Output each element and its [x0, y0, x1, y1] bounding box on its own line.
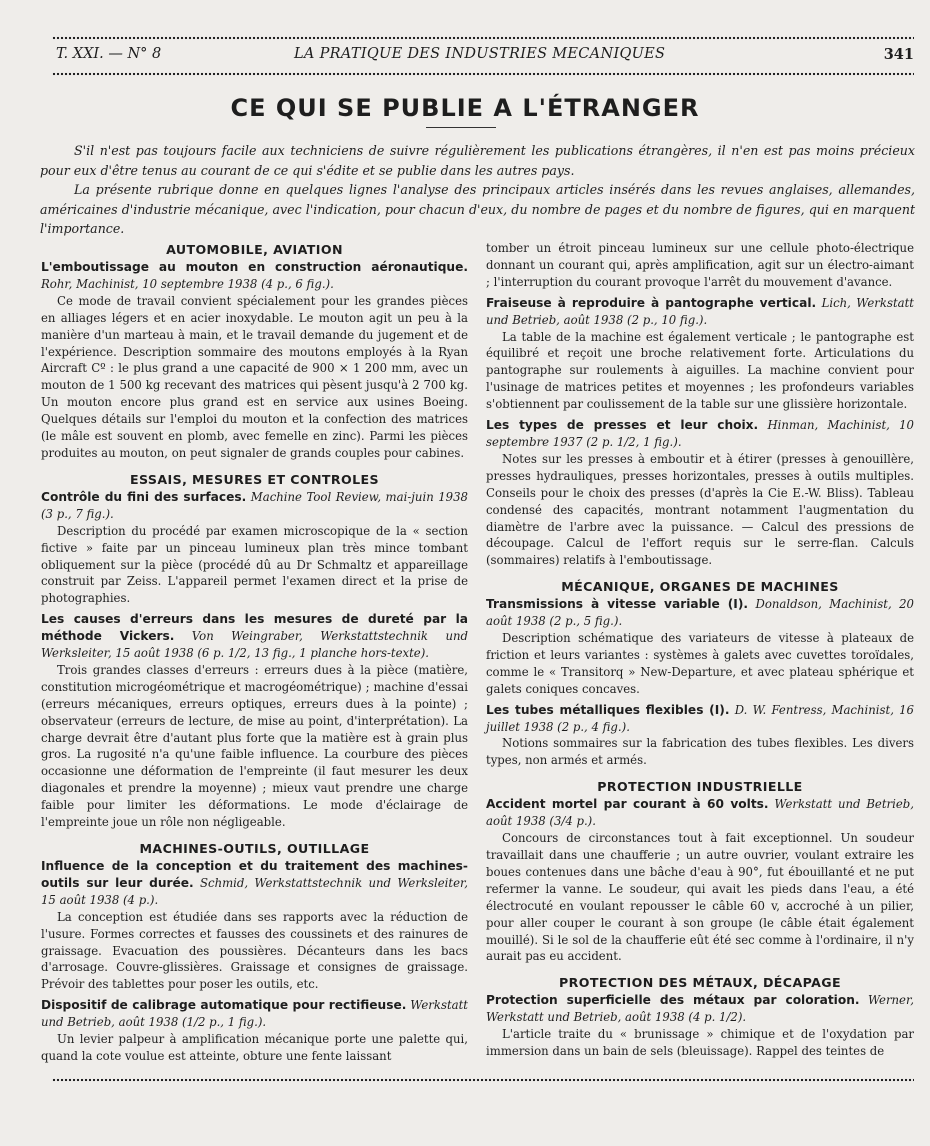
- article-title: Influence de la conception et du traitement des machines-outils sur leur durée.: [41, 859, 468, 890]
- section-heading: MÉCANIQUE, ORGANES DE MACHINES: [561, 579, 839, 595]
- article-body: La conception est étudiée dans ses rapports avec la réduction de l'usure. Formes correctes et fausses des coussinets et des rainures de graissage. Evacuation des poussières. Décanteurs dans les bacs d'arrosage. Couvre-glissières. Graissage et consignes de graissage. Prévoir des tablettes pour poser les outils, etc.: [41, 909, 468, 992]
- article-source: Machine Tool Review, mai-juin 1938 (3 p., 7 fig.).: [41, 489, 468, 521]
- article-entry: [41, 997, 468, 1031]
- page-number: 341: [883, 46, 914, 63]
- article-entry: [486, 796, 914, 830]
- section-heading: PROTECTION INDUSTRIELLE: [597, 779, 803, 795]
- article-body-continued: tomber un étroit pinceau lumineux sur une cellule photo-électrique donnant un courant qui, après amplification, agit sur un électro-aimant ; l'interruption du courant provoque l'arrêt du mouvement d'avance.: [486, 241, 914, 289]
- article-entry: [41, 259, 468, 293]
- article-entry: [486, 992, 914, 1026]
- article-source: Donaldson, Machinist, 20 août 1938 (2 p., 5 fig.).: [486, 597, 914, 629]
- article-title: Dispositif de calibrage automatique pour rectifieuse.: [41, 998, 407, 1013]
- page-title: CE QUI SE PUBLIE A L'ÉTRANGER: [230, 94, 700, 122]
- article-entry: [41, 858, 468, 909]
- article-source: Schmid, Werkstattstechnik und Werksleiter, 15 août 1938 (4 p.).: [41, 875, 469, 907]
- article-source: Von Weingraber, Werkstattstechnik und Werksleiter, 15 août 1938 (6 p. 1/2, 13 fig., 1 planche hors-texte).: [41, 629, 468, 661]
- article-body: L'article traite du « brunissage » chimique et de l'oxydation par immersion dans un bain de sels (bleuissage). Rappel des teintes de: [486, 1027, 914, 1059]
- article-title: Les types de presses et leur choix.: [486, 418, 759, 433]
- intro-paragraph: La présente rubrique donne en quelques lignes l'analyse des principaux articles insérés dans les revues anglaises, allemandes, américaines d'industrie mécanique, avec l'indication, pour chacun d'eux, du nombre de pages et du nombre de figures, qui en marquent l'importance.: [40, 182, 915, 236]
- article-body: Un levier palpeur à amplification mécanique porte une palette qui, quand la cote voulue est atteinte, obture une fente laissant: [41, 1032, 468, 1063]
- intro-paragraph: S'il n'est pas toujours facile aux techniciens de suivre régulièrement les publications étrangères, il n'en est pas moins précieux pour eux d'être tenus au courant de ce qui s'édite et se publie dans les autres pays.: [40, 143, 915, 178]
- bottom-dotted-rule: [52, 1078, 914, 1082]
- section-heading: MACHINES-OUTILS, OUTILLAGE: [139, 841, 370, 856]
- article-source: Rohr, Machinist, 10 septembre 1938 (4 p., 6 fig.).: [41, 276, 334, 291]
- volume-number: T. XXI. — N° 8: [56, 46, 162, 62]
- article-entry: [486, 417, 914, 451]
- article-body: Description du procédé par examen microscopique de la « section fictive » faite par un pinceau lumineux plan très mince tombant obliquement sur la pièce (procédé dû au Dr Schmaltz et appareillage construit par Zeiss. L'appareil permet l'examen direct et la prise de photographies.: [41, 523, 468, 606]
- article-body: Ce mode de travail convient spécialement pour les grandes pièces en alliages légers et en acier inoxydable. Le mouton agit un peu à la manière d'un marteau à main, et le travail demande du jugement et de l'expérience. Description sommaire des moutons employés à la Ryan Aircraft Cº : le plus grand a une capacité de 900 × 1 200 mm, avec un mouton de 1 500 kg recevant des matrices qui pèsent jusqu'à 2 700 kg. Un mouton encore plus grand est en service aux usines Boeing. Quelques détails sur l'emploi du mouton et la confection des matrices (le mâle est souvent en plomb, avec femelle en zinc). Parmi les pièces produites au mouton, on peut signaler de grands couples pour cabines.: [41, 293, 468, 460]
- article-source: D. W. Fentress, Machinist, 16 juillet 1938 (2 p., 4 fig.).: [486, 702, 914, 734]
- article-body: Description schématique des variateurs de vitesse à plateaux de friction et leurs variantes : systèmes à galets avec cuvettes toroïdales, comme le « Transitorq » New-Departure, et avec plateau sphérique et galets coniques concaves.: [486, 631, 914, 696]
- article-title: Les causes d'erreurs dans les mesures de dureté par la méthode Vickers.: [41, 612, 468, 644]
- section-heading: ESSAIS, MESURES ET CONTROLES: [130, 471, 379, 487]
- article-entry: [41, 611, 468, 662]
- article-body: Notes sur les presses à emboutir et à étirer (presses à genouillère, presses hydrauliques, presses horizontales, presses à outils multiples. Conseils pour le choix des presses (d'après la Cie E.-W. Bliss). Tableau condensé des capacités, montrant notamment l'augmentation du diamètre de l'arbre avec la puissance. — Calcul des pressions de découpage. Calcul de l'effort requis sur le serre-flan. Calculs (sommaires) relatifs à l'emboutissage.: [486, 451, 914, 568]
- article-body: La table de la machine est également verticale ; le pantographe est équilibré et reçoit une broche relativement forte. Articulations du pantographe sur roulements à aiguilles. La machine convient pour l'usinage de matrices petites et moyennes ; les profondeurs variables s'obtiennent par coulissement de la table sur une glissière horizontale.: [486, 329, 914, 412]
- article-body: Concours de circonstances tout à fait exceptionnel. Un soudeur travaillait dans une chaufferie ; un autre ouvrier, voulant extraire les boues contenues dans une bâche d'eau à 90°, fut ébouillanté et ne put refermer la vanne. Le soudeur, qui avait les pieds dans l'eau, a été électrocuté en voulant repousser le câble 60 v, accroché à un pilier, pour aller couper le courant à son groupe (le câble était également mouillé). Si le sol de la chaufferie eût été sec comme à l'ordinaire, il n'y aurait pas eu accident.: [486, 831, 914, 964]
- article-body: Trois grandes classes d'erreurs : erreurs dues à la pièce (matière, constitution microgéométrique et macrogéométrique) ; machine d'essai (erreurs mécaniques, erreurs optiques, erreurs dues à la pointe) ; observateur (erreurs de lecture, de mise au point, d'interprétation). La charge devrait être d'autant plus forte que la matière est à grain plus gros. La rugosité n'a qu'une faible influence. La courbure des pièces occasionne une déformation de l'empreinte (il faut mesurer les deux diagonales et prendre la moyenne) ; mieux vaut prendre une charge faible pour limiter les déformations. Le mode d'éclairage de l'empreinte joue un rôle non négligeable.: [41, 662, 468, 830]
- left-column: [41, 240, 468, 1065]
- top-dotted-rule: [52, 36, 914, 40]
- article-title: Fraiseuse à reproduire à pantographe vertical.: [486, 295, 817, 310]
- article-entry: [486, 596, 914, 630]
- section-heading: PROTECTION DES MÉTAUX, DÉCAPAGE: [559, 975, 841, 991]
- article-title: Les tubes métalliques flexibles (I).: [486, 702, 730, 717]
- journal-title: LA PRATIQUE DES INDUSTRIES MECANIQUES: [294, 46, 666, 62]
- header-dotted-rule: [52, 72, 914, 76]
- title-underline: [426, 127, 496, 128]
- section-heading: AUTOMOBILE, AVIATION: [166, 242, 343, 257]
- article-entry: [486, 295, 914, 329]
- right-column: [486, 240, 914, 1060]
- intro: [40, 141, 915, 239]
- article-source: Werner, Werkstatt und Betrieb, août 1938 (4 p. 1/2).: [486, 993, 914, 1025]
- article-body: Notions sommaires sur la fabrication des tubes flexibles. Les divers types, non armés et armés.: [486, 736, 914, 768]
- article-title: Contrôle du fini des surfaces.: [41, 489, 247, 504]
- article-entry: [41, 489, 468, 523]
- article-title: Accident mortel par courant à 60 volts.: [486, 797, 769, 812]
- article-source: Lich, Werkstatt und Betrieb, août 1938 (2 p., 10 fig.).: [486, 295, 915, 327]
- article-entry: [486, 702, 914, 736]
- article-title: Transmissions à vitesse variable (I).: [486, 597, 749, 612]
- article-title: L'emboutissage au mouton en construction aéronautique.: [41, 260, 468, 274]
- article-title: Protection superficielle des métaux par coloration.: [486, 993, 860, 1008]
- article-source: Werkstatt und Betrieb, août 1938 (1/2 p., 1 fig.).: [41, 998, 468, 1030]
- article-source: Werkstatt und Betrieb, août 1938 (3/4 p.).: [486, 797, 914, 829]
- running-header: [56, 46, 914, 66]
- article-source: Hinman, Machinist, 10 septembre 1937 (2 p. 1/2, 1 fig.).: [486, 418, 914, 449]
